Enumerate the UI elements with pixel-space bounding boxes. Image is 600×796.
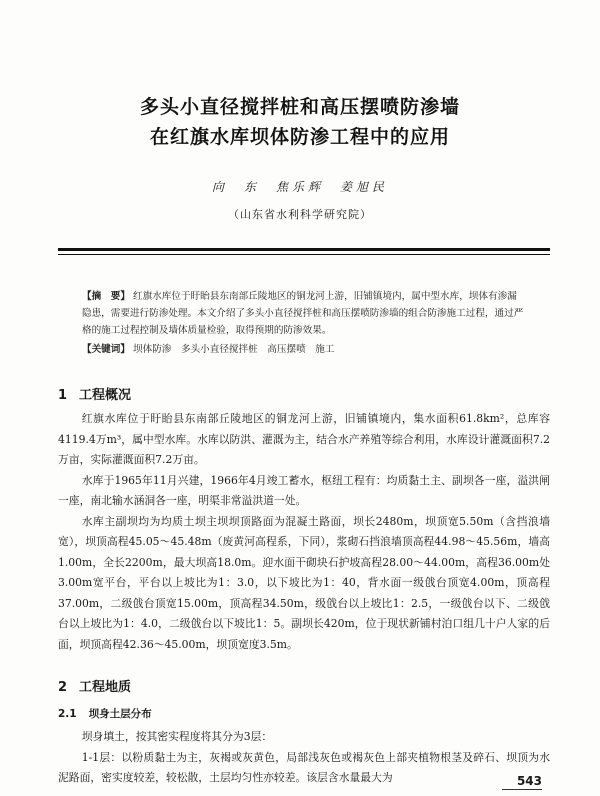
section-1-title: 工程概况 <box>79 388 132 403</box>
footer-rule <box>502 789 542 790</box>
authors: 向 东 焦乐辉 姜旭民 <box>211 180 388 194</box>
abstract-text: 红旗水库位于盱眙县东南部丘陵地区的铜龙河上游，旧铺镇境内，属中型水库，坝体有渗漏隐患，需要进行防渗处理。本文介绍了多头小直径搅拌桩和高压摆喷防渗墙的组合防渗施工过程，通过严格的施工过程控制及墙体质量检验，取得预期的防渗效果。 <box>82 291 524 336</box>
subsection-2-1-title: 坝身土层分布 <box>88 708 152 720</box>
section-2-body <box>58 727 550 789</box>
subsection-2-1-heading <box>58 706 152 721</box>
section-1-number: 1 <box>58 388 68 403</box>
header-rule-thin <box>58 254 550 255</box>
title-line-1: 多头小直径搅拌桩和高压摆喷防渗墙 <box>139 96 460 118</box>
section-2-heading <box>58 676 131 695</box>
abstract-block <box>82 288 526 358</box>
title-line-2: 在红旗水库坝体防渗工程中的应用 <box>149 126 450 148</box>
section-2-paragraph-1: 坝身填土，按其密实程度将其分为3层： <box>81 730 273 743</box>
section-2-paragraph-2: 1-1层：以粉质黏土为主，灰褐或灰黄色，局部浅灰色或褐灰色上部夹植物根茎及碎石、坝顶为水泥路面，密实度较差，较松散，土层均匀性亦较差。该层含水量最大为 <box>58 750 550 784</box>
abstract-paragraph <box>82 288 526 339</box>
section-1-body <box>58 409 550 655</box>
keywords-paragraph <box>82 341 526 358</box>
page-number: 543 <box>516 774 542 788</box>
keywords-label: 【关键词】 <box>82 344 130 355</box>
section-2-number: 2 <box>58 680 68 695</box>
section-1-heading <box>58 384 131 403</box>
section-1-paragraph-1: 红旗水库位于盱眙县东南部丘陵地区的铜龙河上游，旧铺镇境内，集水面积61.8km²，总库容4119.4万m³，属中型水库。水库以防洪、灌溉为主，结合水产养殖等综合利用，水库设计灌溉面积7.2万亩，实际灌溉面积7.2万亩。 <box>58 412 550 466</box>
subsection-2-1-number: 2.1 <box>58 708 77 720</box>
section-1-paragraph-3: 水库主副坝均为均质土坝主坝坝顶路面为混凝土路面，坝长2480m，坝顶宽5.50m（含挡浪墙宽），坝顶高程45.05～45.48m（废黄河高程系，下同），浆砌石挡浪墙顶高程44.98～45.56m，墙高1.00m，全长2200m，最大坝高18.0m。迎水面干砌块石护坡高程28.00～44.00m，高程36.00m处3.00m宽平台，平台以上坡比为1：3.0，以下坡比为1：40，背水面一级戗台顶宽4.00m，顶高程37.00m，二级戗台顶宽15.00m，顶高程34.50m，级戗台以上坡比1：2.5，一级戗台以下、二级戗台以上坡比为1：4.0，二级戗台以下坡比1：5。副坝长420m，位于现状新铺村泊口组几十户人家的后面，坝顶高程42.36～45.00m，坝顶宽度3.5m。 <box>58 514 550 651</box>
section-2-title: 工程地质 <box>79 680 132 695</box>
abstract-label: 【摘 要】 <box>82 291 130 302</box>
keywords-text: 坝体防渗 多头小直径搅拌桩 高压摆喷 施工 <box>133 344 335 355</box>
section-1-paragraph-2: 水库于1965年11月兴建，1966年4月竣工蓄水，枢纽工程有：均质黏土主、副坝各一座，溢洪闸一座，南北输水涵洞各一座，明渠非常溢洪道一处。 <box>58 473 550 507</box>
affiliation: （山东省水利科学研究院） <box>228 208 372 221</box>
header-rule-thick <box>58 248 550 251</box>
